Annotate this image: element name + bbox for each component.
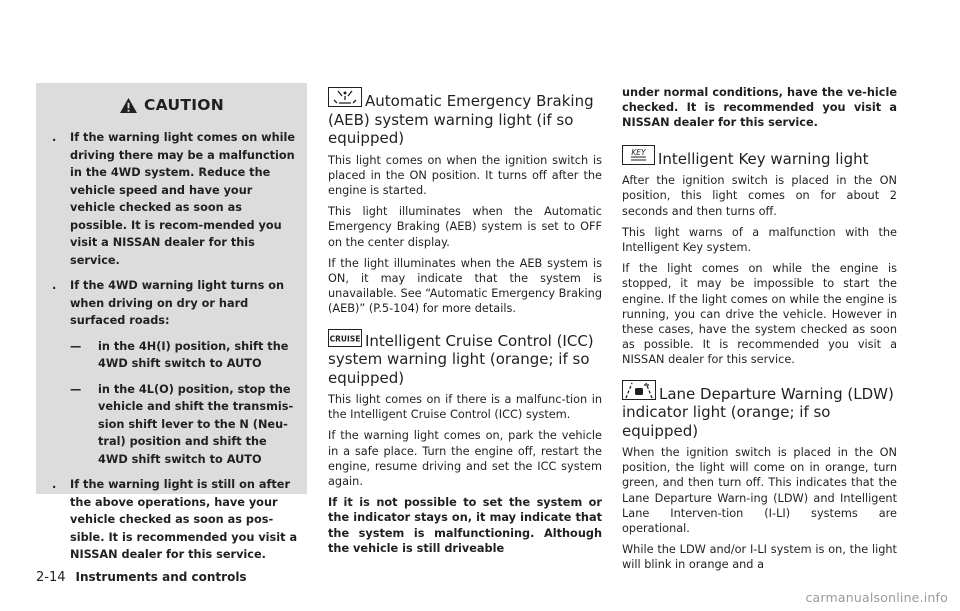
bullet: .: [52, 279, 57, 292]
middle-column: [328, 87, 602, 556]
caution-subitem: [48, 338, 300, 373]
caution-title: CAUTION: [143, 96, 225, 114]
ldw-indicator-lamp-icon: [622, 380, 656, 400]
key-warning-lamp-icon: [622, 145, 655, 165]
caution-item: [48, 476, 300, 564]
caution-header: [36, 94, 307, 116]
ldw-title: Lane Departure Warning (LDW) indicator light (orange; if so equipped): [622, 384, 894, 440]
aeb-warning-lamp-icon: [328, 87, 362, 107]
aeb-title: Automatic Emergency Braking (AEB) system warning light (if so equipped): [328, 92, 594, 147]
cruise-lamp-label: CRUISE: [329, 334, 361, 344]
watermark: carmanualsonline.info: [805, 590, 948, 605]
caution-subitem: [48, 381, 300, 469]
key-paragraph: This light warns of a malfunction with the Intelligent Key system.: [622, 225, 897, 254]
caution-subitem-text: in the 4H(I) position, shift the 4WD shift switch to AUTO: [98, 339, 289, 370]
key-lamp-label: KEY: [631, 147, 646, 157]
ldw-paragraph: While the LDW and/or I-LI system is on, the light will blink in orange and a: [622, 543, 897, 572]
icc-bold-paragraph: If it is not possible to set the system or the indicator stays on, it may indicate that the system is malfunctioning. Although the vehicle is still driveable: [328, 496, 602, 555]
caution-list: [48, 129, 300, 572]
icc-title: Intelligent Cruise Control (ICC) system warning light (orange; if so equipped): [328, 331, 594, 387]
key-title: Intelligent Key warning light: [658, 149, 869, 168]
warning-triangle-icon: [119, 97, 138, 114]
caution-item: [48, 277, 300, 330]
chapter-title: Instruments and controls: [75, 570, 247, 584]
caution-item: [48, 129, 300, 269]
aeb-paragraph: This light comes on when the ignition switch is placed in the ON position. It turns off after the engine is started.: [328, 153, 602, 197]
ldw-paragraph: When the ignition switch is placed in the ON position, the light will come on in orange, turn green, and then turn off. This indicates that the Lane Departure Warn-ing (LDW) and Intelligent Lane Interven-tion (I-LI) systems are operational.: [622, 446, 897, 536]
key-heading: [622, 145, 897, 169]
bullet: .: [52, 478, 57, 491]
dash: —: [70, 339, 82, 353]
aeb-paragraph: If the light illuminates when the AEB system is ON, it may indicate that the system is unavailable. See “Automatic Emergency Braking (AEB)” (P.5-104) for more details.: [328, 256, 602, 316]
icc-paragraph: If the warning light comes on, park the vehicle in a safe place. Turn the engine off, restart the engine, resume driving and set the ICC system again.: [328, 429, 602, 489]
bullet: .: [52, 131, 57, 144]
caution-item-text: If the warning light is still on after the above operations, have your vehicle checked as soon as pos-sible. It is recommended you visit a NISSAN dealer for this service.: [70, 478, 298, 561]
dash: —: [70, 382, 82, 396]
key-paragraph: If the light comes on while the engine is stopped, it may be impossible to start the engine. If the light comes on while the engine is running, you can drive the vehicle. However in these cases, have the system checked as soon as possible. It is recommended you visit a NISSAN dealer for this service.: [622, 262, 897, 367]
icc-heading: [328, 329, 602, 388]
aeb-paragraph: This light illuminates when the Automatic Emergency Braking (AEB) system is set to OFF on the center display.: [328, 205, 602, 249]
caution-item-text: If the 4WD warning light turns on when driving on dry or hard surfaced roads:: [70, 279, 285, 327]
right-column: [622, 85, 897, 579]
icc-paragraph: This light comes on if there is a malfunc-tion in the Intelligent Cruise Control (ICC) system.: [328, 393, 602, 422]
caution-item-text: If the warning light comes on while driving there may be a malfunction in the 4WD system. Reduce the vehicle speed and have your vehicle checked as soon as possible. It is recom-mended you visit a NISSAN dealer for this service.: [70, 131, 296, 267]
caution-subitem-text: in the 4L(O) position, stop the vehicle and shift the transmis-sion shift lever to the N (Neu-tral) position and shift the 4WD shift switch to AUTO: [98, 382, 294, 466]
ldw-heading: [622, 380, 897, 441]
icc-bold-continuation: under normal conditions, have the ve-hicle checked. It is recommended you visit a NISSAN dealer for this service.: [622, 86, 897, 130]
key-paragraph: After the ignition switch is placed in the ON position, this light comes on for about 2 seconds and then turns off.: [622, 174, 897, 218]
page-number: 2-14: [36, 570, 66, 585]
aeb-heading: [328, 87, 602, 148]
caution-box: [36, 83, 307, 561]
cruise-warning-lamp-icon: [328, 329, 362, 347]
page-footer: [36, 570, 247, 585]
